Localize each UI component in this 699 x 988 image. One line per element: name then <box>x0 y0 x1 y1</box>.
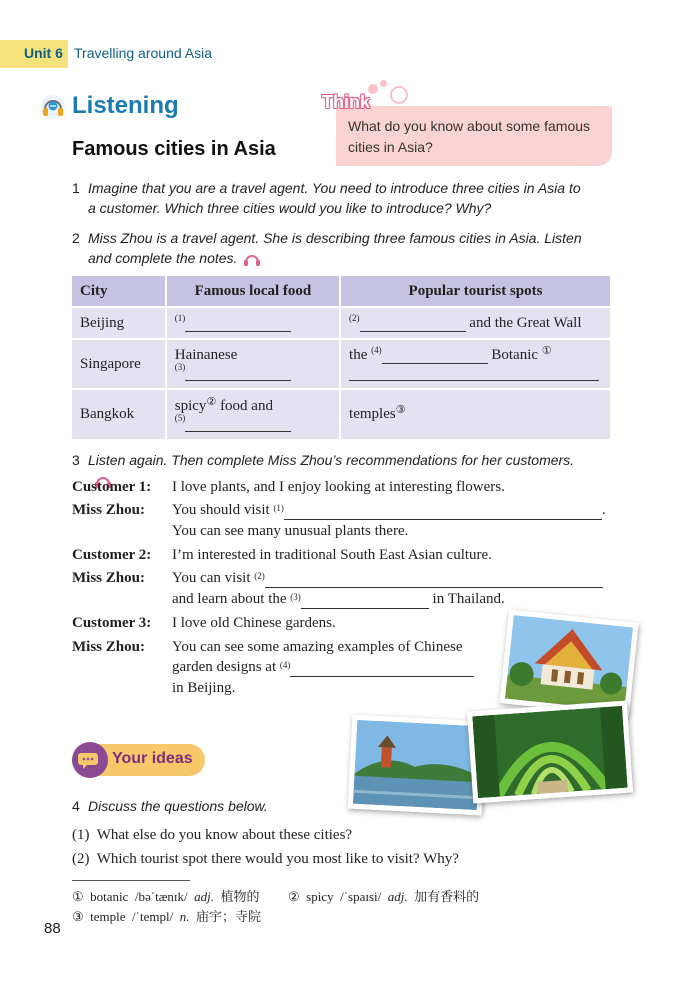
your-ideas-label: Your ideas <box>112 750 193 767</box>
think-label: Think <box>322 92 370 112</box>
dialogue-line: You can visit $^{(2)}$ <box>172 568 603 588</box>
dialogue-line: garden designs at $^{(4)}$ <box>172 657 474 677</box>
table-row <box>72 339 611 389</box>
footnote: ① botanic /bəˈtænɪk/ adj. 植物的 <box>72 889 260 904</box>
speaker-label: Miss Zhou: <box>72 639 145 655</box>
page-number: 88 <box>44 920 61 937</box>
answer-blank[interactable] <box>349 368 599 381</box>
section-title: Listening <box>72 92 179 119</box>
discussion-question: (2) Which tourist spot there would you most like to visit? Why? <box>72 851 459 867</box>
answer-blank[interactable] <box>290 662 474 677</box>
column-header: City <box>72 276 166 307</box>
audio-icon[interactable] <box>243 252 261 266</box>
think-bubble-dot <box>390 86 408 104</box>
column-header: Popular tourist spots <box>340 276 611 307</box>
dialogue-line: You should visit $^{(1)}$ . <box>172 502 606 518</box>
food-cell: (1) <box>166 307 340 339</box>
answer-blank[interactable] <box>382 349 488 364</box>
table-row <box>72 389 611 439</box>
footnote: ② spicy /ˈspaɪsi/ adj. 加有香料的 <box>288 889 480 904</box>
think-question: What do you know about some famous cities in Asia? <box>348 118 591 155</box>
garden-photo <box>467 701 633 804</box>
speaker-label: Miss Zhou: <box>72 502 145 518</box>
think-bubble-dot <box>380 80 387 87</box>
table-header-row <box>72 276 611 307</box>
dialogue-line: I love plants, and I enjoy looking at interesting flowers. <box>172 479 505 495</box>
dialogue-line: in Beijing. <box>172 680 236 696</box>
speaker-label: Customer 1: <box>72 479 152 495</box>
answer-blank[interactable] <box>284 505 602 520</box>
column-header: Famous local food <box>166 276 340 307</box>
answer-blank[interactable] <box>185 419 291 432</box>
dialogue-line: I’m interested in traditional South East Asian culture. <box>172 547 492 563</box>
instruction-3: 3 Listen again. Then complete Miss Zhou’s recommendations for her customers. <box>72 450 592 490</box>
footnote-divider <box>72 880 190 881</box>
section-subtitle: Famous cities in Asia <box>72 138 276 160</box>
dialogue-line: and learn about the $^{(3)}$ in Thailand. <box>172 591 505 607</box>
headphones-icon <box>40 94 66 120</box>
answer-blank[interactable] <box>265 573 603 588</box>
unit-label: Unit 6 <box>24 45 63 61</box>
answer-blank[interactable] <box>185 368 291 381</box>
dialogue-line: You can see many unusual plants there. <box>172 523 409 539</box>
unit-title: Travelling around Asia <box>74 45 213 61</box>
speaker-label: Customer 2: <box>72 547 152 563</box>
spot-cell: temples③ <box>340 389 611 439</box>
audio-icon[interactable] <box>94 474 112 488</box>
food-cell: spicy② food and $^{(5)}$ <box>166 389 340 439</box>
speaker-label: Customer 3: <box>72 615 152 631</box>
discussion-question: (1) What else do you know about these cities? <box>72 827 353 843</box>
speech-bubble-icon <box>72 742 108 778</box>
table-row <box>72 307 611 339</box>
city-cell: Bangkok <box>72 389 166 439</box>
instruction-4: 4 Discuss the questions below. <box>72 798 268 814</box>
notes-table <box>72 276 612 439</box>
answer-blank[interactable] <box>185 317 291 332</box>
spot-cell: $^{(2)}$ and the Great Wall <box>340 307 611 339</box>
spot-cell: the $^{(4)}$ Botanic ① <box>340 339 611 389</box>
dialogue-line: You can see some amazing examples of Chinese <box>172 639 463 655</box>
answer-blank[interactable] <box>360 317 466 332</box>
city-cell: Beijing <box>72 307 166 339</box>
city-cell: Singapore <box>72 339 166 389</box>
instruction-2: 2 Miss Zhou is a travel agent. She is describing three famous cities in Asia. Listen and complete the notes. <box>72 230 582 266</box>
footnote: ③ temple /ˈtempl/ n. 庙宇；寺院 <box>72 909 261 924</box>
food-cell: Hainanese $^{(3)}$ <box>166 339 340 389</box>
answer-blank[interactable] <box>301 594 429 609</box>
speaker-label: Miss Zhou: <box>72 570 145 586</box>
dialogue-line: I love old Chinese gardens. <box>172 615 336 631</box>
instruction-1: 1 Imagine that you are a travel agent. You need to introduce three cities in Asia to a customer. Which three cities would you like to introduce? Why? <box>72 180 581 216</box>
